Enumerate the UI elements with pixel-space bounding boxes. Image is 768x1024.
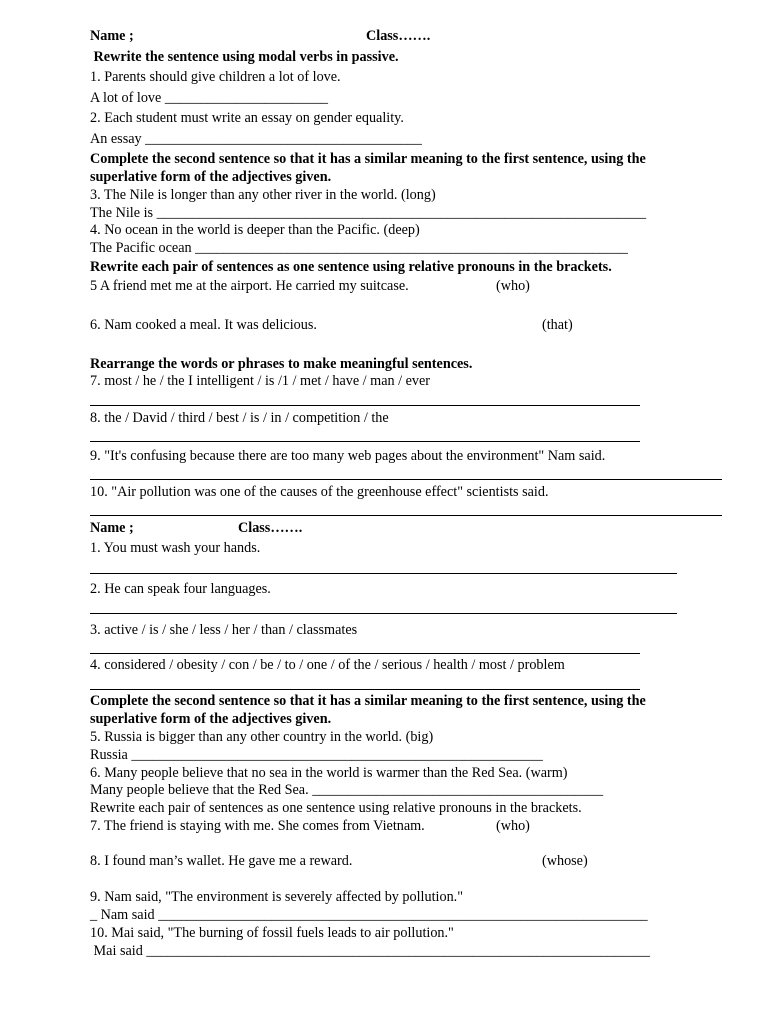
sheet2-heading-superlative-line-1: Complete the second sentence so that it has a similar meaning to the first sentence, using the <box>90 693 646 709</box>
question-5: 5 A friend met me at the airport. He carried my suitcase. <box>90 278 409 294</box>
sheet2-question-9: 9. Nam said, "The environment is severely affected by pollution." <box>90 889 464 905</box>
sheet2-answer-rule-1 <box>90 573 677 574</box>
sheet2-answer-rule-4 <box>90 689 640 690</box>
sheet2-hint-7: (who) <box>496 818 530 834</box>
class-label: Class……. <box>366 28 431 44</box>
sheet2-answer-line-9: _ Nam said _____________________________________________________________________ <box>90 907 648 923</box>
answer-line-4: The Pacific ocean _____________________________________________________________ <box>90 240 628 256</box>
sheet2-heading-superlative-line-2: superlative form of the adjectives given. <box>90 711 332 727</box>
sheet2-heading-relative: Rewrite each pair of sentences as one sentence using relative pronouns in the brackets. <box>90 800 582 816</box>
name-label: Name ; <box>90 28 134 44</box>
heading-superlative-line-2: superlative form of the adjectives given. <box>90 169 332 185</box>
sheet2-question-5: 5. Russia is bigger than any other country in the world. (big) <box>90 729 434 745</box>
question-2: 2. Each student must write an essay on gender equality. <box>90 110 404 126</box>
sheet2-question-10: 10. Mai said, "The burning of fossil fuels leads to air pollution." <box>90 925 454 941</box>
sheet2-answer-rule-3 <box>90 653 640 654</box>
question-4: 4. No ocean in the world is deeper than the Pacific. (deep) <box>90 222 420 238</box>
answer-line-2: An essay _______________________________________ <box>90 131 422 147</box>
question-3: 3. The Nile is longer than any other river in the world. (long) <box>90 187 436 203</box>
question-1: 1. Parents should give children a lot of love. <box>90 69 341 85</box>
sheet2-hint-8: (whose) <box>542 853 588 869</box>
class-label-2: Class……. <box>238 520 303 536</box>
sheet2-question-8: 8. I found man’s wallet. He gave me a reward. <box>90 853 353 869</box>
question-7: 7. most / he / the I intelligent / is /1 / met / have / man / ever <box>90 373 431 389</box>
question-6: 6. Nam cooked a meal. It was delicious. <box>90 317 317 333</box>
sheet2-answer-line-10: Mai said _______________________________________________________________________ <box>90 943 651 959</box>
sheet2-question-2: 2. He can speak four languages. <box>90 581 271 597</box>
answer-rule-8 <box>90 441 640 442</box>
sheet2-question-6: 6. Many people believe that no sea in the world is warmer than the Red Sea. (warm) <box>90 765 568 781</box>
question-10: 10. "Air pollution was one of the causes of the greenhouse effect" scientists said. <box>90 484 549 500</box>
question-8: 8. the / David / third / best / is / in / competition / the <box>90 410 389 426</box>
question-9: 9. "It's confusing because there are too many web pages about the environment" Nam said. <box>90 448 606 464</box>
hint-5: (who) <box>496 278 530 294</box>
sheet2-question-1: 1. You must wash your hands. <box>90 540 261 556</box>
answer-rule-9 <box>90 479 722 480</box>
answer-line-1: A lot of love _______________________ <box>90 90 329 106</box>
hint-6: (that) <box>542 317 573 333</box>
sheet2-answer-rule-2 <box>90 613 677 614</box>
sheet2-answer-line-5: Russia __________________________________________________________ <box>90 747 543 763</box>
heading-rearrange: Rearrange the words or phrases to make meaningful sentences. <box>90 356 473 372</box>
heading-relative: Rewrite each pair of sentences as one sentence using relative pronouns in the brackets. <box>90 259 612 275</box>
heading-modal: Rewrite the sentence using modal verbs in passive. <box>90 49 399 65</box>
heading-superlative-line-1: Complete the second sentence so that it has a similar meaning to the first sentence, using the <box>90 151 646 167</box>
answer-rule-10 <box>90 515 722 516</box>
sheet2-question-7: 7. The friend is staying with me. She comes from Vietnam. <box>90 818 425 834</box>
answer-line-3: The Nile is _____________________________________________________________________ <box>90 205 647 221</box>
sheet2-question-4: 4. considered / obesity / con / be / to / one / of the / serious / health / most / problem <box>90 657 565 673</box>
sheet2-question-3: 3. active / is / she / less / her / than / classmates <box>90 622 358 638</box>
answer-rule-7 <box>90 405 640 406</box>
name-label-2: Name ; <box>90 520 134 536</box>
sheet2-answer-line-6: Many people believe that the Red Sea. _________________________________________ <box>90 782 604 798</box>
